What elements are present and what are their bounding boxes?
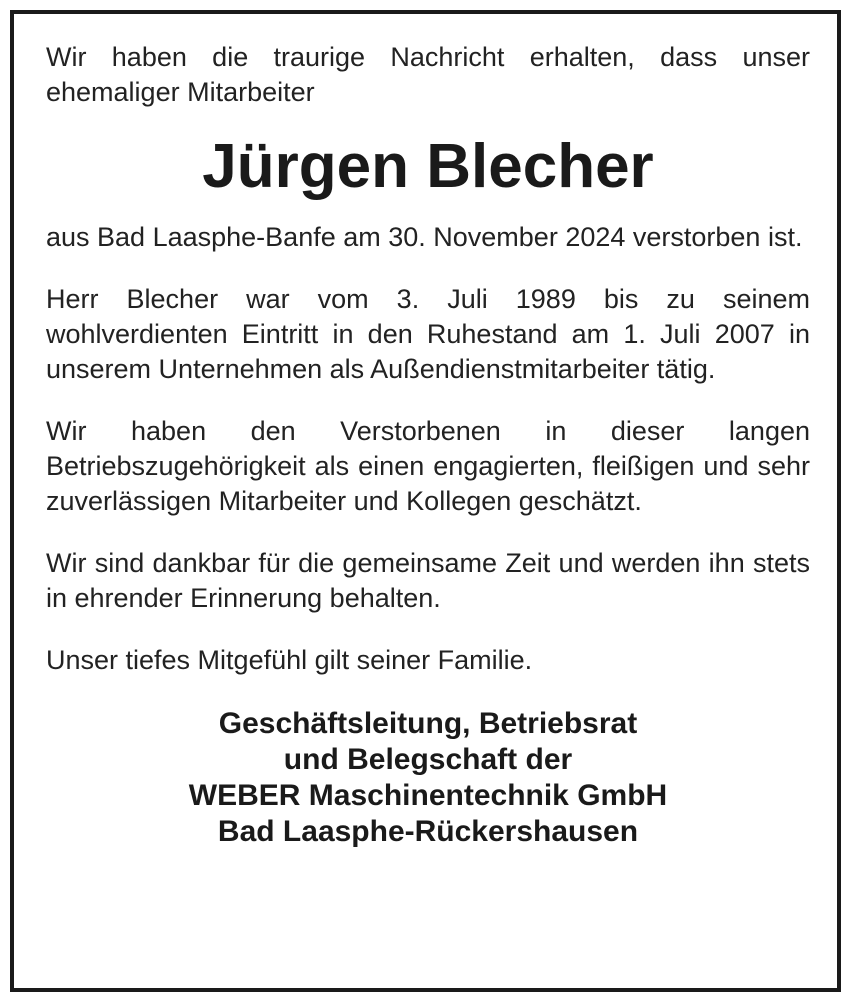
- signature-line: und Belegschaft der: [283, 743, 573, 776]
- signature-location: Bad Laasphe-Rückershausen: [217, 815, 639, 848]
- obituary-frame: [10, 10, 841, 992]
- paragraph-employment: Herr Blecher war vom 3. Juli 1989 bis zu seinem wohlverdienten Eintritt in den Ruhestand am 1. Juli 2007 in unserem Unternehmen als Außendienstmitarbeiter tätig.: [46, 284, 810, 384]
- signature-company: WEBER Maschinentechnik GmbH: [188, 779, 668, 812]
- signature-line: Geschäftsleitung, Betriebsrat: [218, 707, 638, 740]
- intro-text: Wir haben die traurige Nachricht erhalten, dass unser ehemaliger Mitarbeiter: [46, 42, 810, 107]
- deceased-name: Jürgen Blecher: [202, 132, 654, 201]
- paragraph-condolence: Unser tiefes Mitgefühl gilt seiner Familie.: [46, 645, 533, 675]
- signature-block: [46, 706, 810, 850]
- paragraph-appreciation: Wir haben den Verstorbenen in dieser langen Betriebszugehörigkeit als einen engagierten, fleißigen und sehr zuverlässigen Mitarbeiter und Kollegen geschätzt.: [46, 416, 810, 516]
- obituary-content: [46, 40, 810, 850]
- paragraph-gratitude: Wir sind dankbar für die gemeinsame Zeit und werden ihn stets in ehrender Erinnerung behalten.: [46, 548, 810, 613]
- paragraph-death-notice: aus Bad Laasphe-Banfe am 30. November 2024 verstorben ist.: [46, 222, 803, 252]
